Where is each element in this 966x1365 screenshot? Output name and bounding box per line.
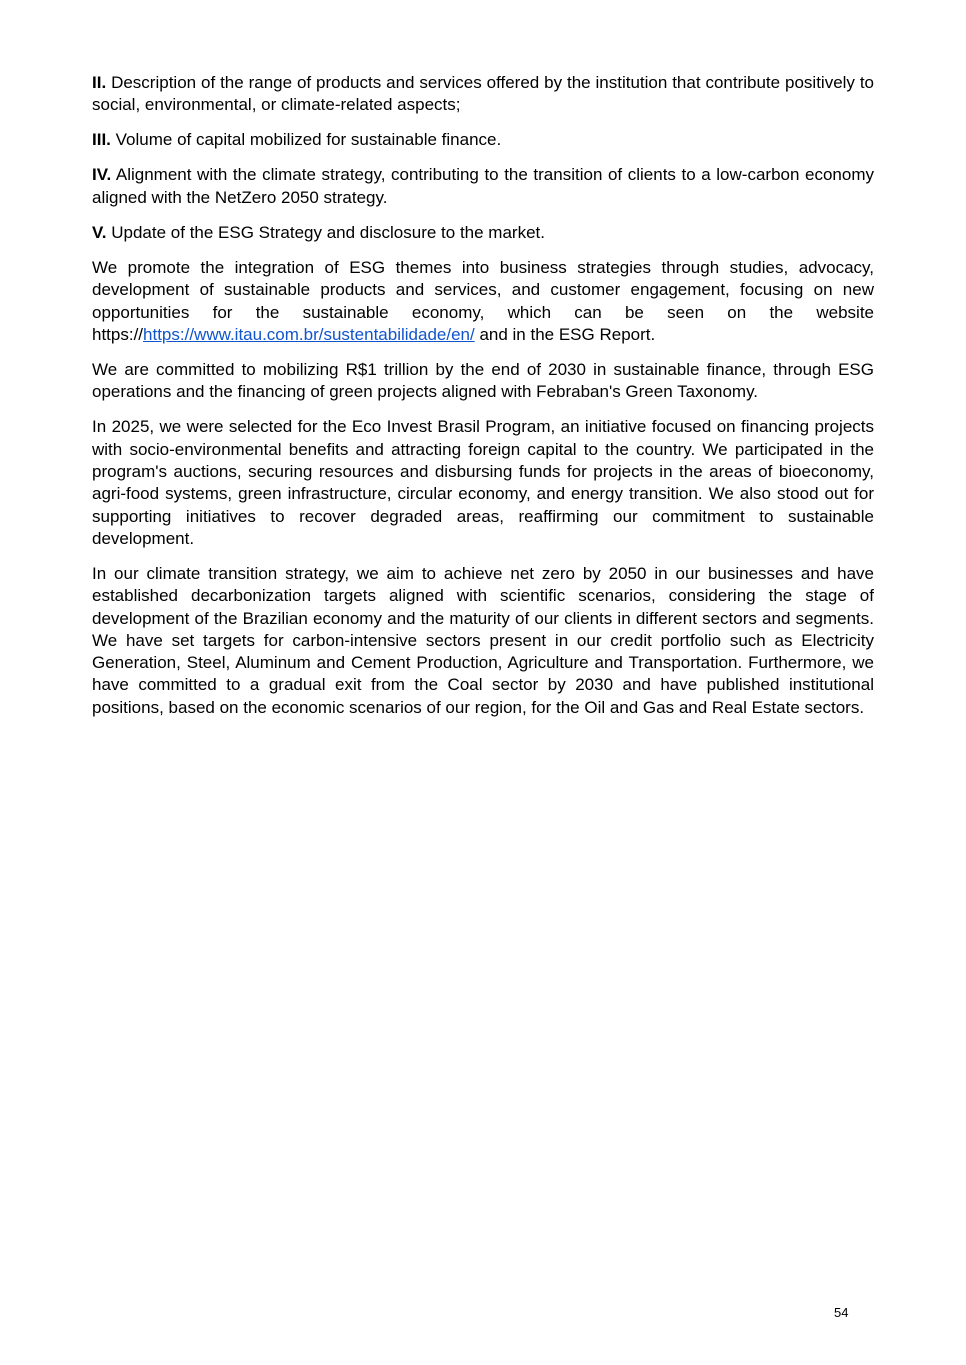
paragraph-text: We promote the integration of ESG themes into business strategies through studies, advocacy, development of sustainable products and services, and customer engagement, focusing on new opportunities for the sustainable economy, which can be seen on the website https:// (92, 257, 874, 344)
item-numeral: II. (92, 73, 107, 92)
item-text: Description of the range of products and services offered by the institution that contribute positively to social, environmental, or climate-related aspects; (92, 73, 874, 115)
item-numeral: III. (92, 130, 111, 150)
paragraph-climate-strategy: In our climate transition strategy, we aim to achieve net zero by 2050 in our businesses and have established decarbonization targets aligned with scientific scenarios, considering the stage of development of the Brazilian economy and the maturity of our clients in different sectors and segments. We have set targets for carbon-intensive sectors present in our credit portfolio such as Electricity Generation, Steel, Aluminum and Cement Production, Agriculture and Transportation. Furthermore, we have committed to a gradual exit from the Coal sector by 2030 and have published institutional positions, based on the economic scenarios of our region, for the Oil and Gas and Real Estate sectors. (92, 563, 874, 717)
list-item-iii (92, 129, 874, 151)
item-numeral: V. (92, 222, 107, 242)
item-text: Update of the ESG Strategy and disclosure to the market. (111, 222, 545, 242)
paragraph-commitment: We are committed to mobilizing R$1 trillion by the end of 2030 in sustainable finance, through ESG operations and the financing of green projects aligned with Febraban's Green Taxonomy. (92, 359, 874, 402)
sustainability-website-link[interactable]: https://www.itau.com.br/sustentabilidade/en/ (143, 324, 475, 344)
list-item-ii (92, 72, 874, 117)
paragraph-text: and in the ESG Report. (474, 324, 656, 344)
item-text: Alignment with the climate strategy, contributing to the transition of clients to a low-carbon economy aligned with the NetZero 2050 strategy. (92, 165, 874, 207)
paragraph-eco-invest: In 2025, we were selected for the Eco Invest Brasil Program, an initiative focused on financing projects with socio-environmental benefits and attracting foreign capital to the country. We participated in the program's auctions, securing resources and disbursing funds for projects in the areas of bioeconomy, agri-food systems, green infrastructure, circular economy, and energy transition. We also stood out for supporting initiatives to recover degraded areas, reaffirming our commitment to sustainable development. (92, 417, 874, 548)
paragraph-esg-integration (92, 257, 874, 346)
item-text: Volume of capital mobilized for sustainable finance. (115, 130, 502, 150)
item-numeral: IV. (92, 165, 112, 185)
list-item-v (92, 222, 874, 244)
page-number: 54 (834, 1305, 849, 1320)
page-content (92, 72, 874, 732)
list-item-iv (92, 164, 874, 209)
